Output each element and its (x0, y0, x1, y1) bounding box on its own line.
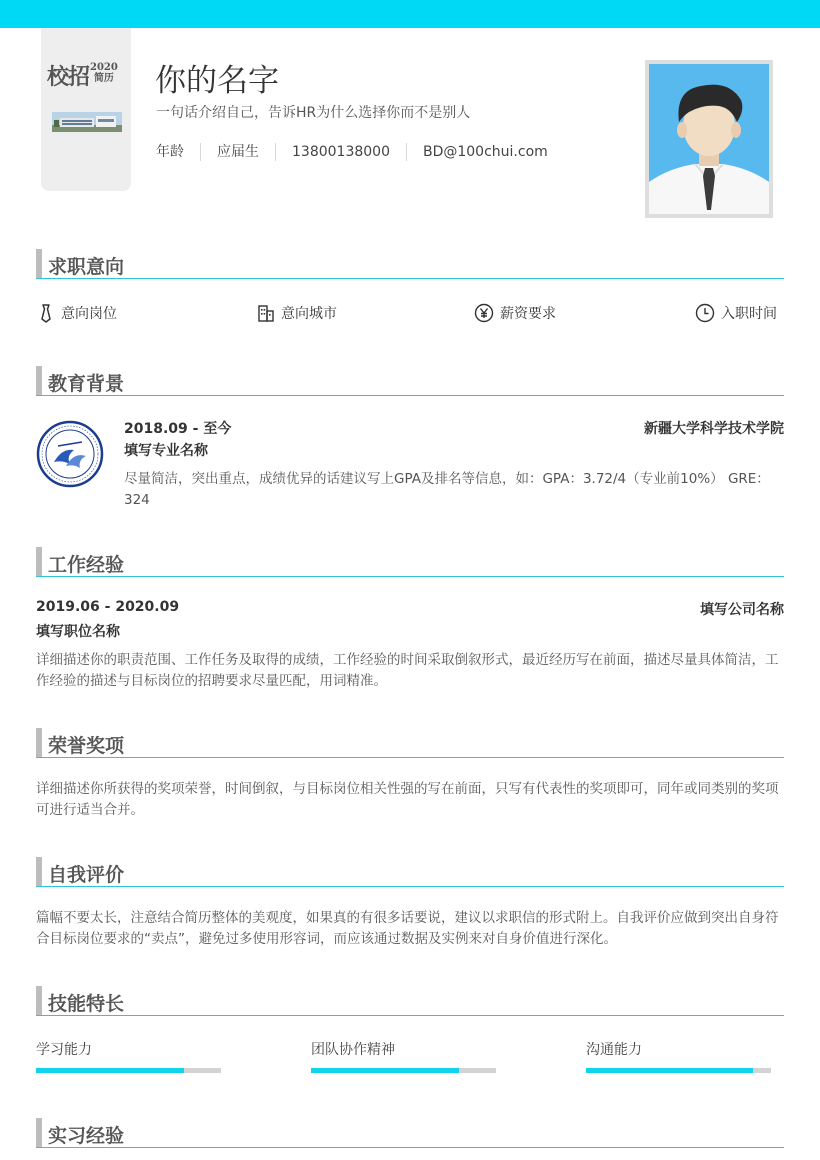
tie-icon (37, 303, 55, 323)
section-honors (36, 728, 784, 758)
contact-row (156, 143, 564, 161)
school-logo-icon (36, 420, 104, 488)
intent-salary-label: 薪资要求 (500, 306, 556, 322)
skill-level-fill (586, 1068, 753, 1073)
candidate-tagline: 一句话介绍自己，告诉HR为什么选择你而不是别人 (156, 105, 471, 121)
avatar-illustration (649, 64, 769, 214)
contact-status: 应届生 (200, 143, 275, 161)
skill-level-track (36, 1068, 221, 1073)
section-title: 荣誉奖项 (48, 735, 125, 757)
top-accent-bar (0, 0, 820, 28)
clock-icon (695, 303, 715, 323)
section-title: 实习经验 (48, 1125, 125, 1147)
badge-stack (90, 62, 118, 84)
section-title: 工作经验 (48, 554, 125, 576)
self-description: 篇幅不要太长，注意结合简历整体的美观度，如果真的有很多话要说，建议以求职信的形式附上。自我评价应做到突出自身符合目标岗位要求的“卖点”，避免过多使用形容词，而应该通过数据及实例来对自身价值进行深化。 (36, 910, 779, 947)
work-title: 填写职位名称 (36, 624, 120, 640)
education-description: 尽量简洁，突出重点，成绩优异的话建议写上GPA及排名等信息，如：GPA：3.72/4（专业前10%） GRE：324 (124, 471, 770, 508)
intent-city-label: 意向城市 (281, 306, 337, 322)
yen-icon (474, 303, 494, 323)
contact-phone: 13800138000 (275, 143, 406, 161)
section-work (36, 547, 784, 577)
section-education (36, 366, 784, 396)
intent-position-label: 意向岗位 (61, 306, 117, 322)
intent-salary (474, 303, 556, 323)
section-title: 技能特长 (48, 993, 125, 1015)
section-skills (36, 986, 784, 1016)
skill-label: 学习能力 (36, 1042, 92, 1058)
section-self (36, 857, 784, 887)
intent-city (257, 303, 337, 323)
intent-start (695, 303, 777, 323)
honors-description: 详细描述你所获得的奖项荣誉，时间倒叙，与目标岗位相关性强的写在前面，只写有代表性的奖项即可，同年或同类别的奖项可进行适当合并。 (36, 781, 779, 818)
skill-item (586, 1039, 771, 1073)
intent-start-label: 入职时间 (721, 306, 777, 322)
campus-photo (52, 112, 122, 132)
section-intent (36, 249, 784, 279)
skill-item (311, 1039, 496, 1073)
building-icon (257, 303, 275, 323)
education-period: 2018.09 - 至今 (124, 421, 232, 437)
badge-title (47, 60, 127, 91)
badge-main-text: 校招 (47, 64, 90, 90)
work-period: 2019.06 - 2020.09 (36, 599, 180, 615)
skill-level-fill (36, 1068, 184, 1073)
work-description: 详细描述你的职责范围、工作任务及取得的成绩，工作经验的时间采取倒叙形式，最近经历写在前面，描述尽量具体简洁，工作经验的描述与目标岗位的招聘要求尽量匹配，用词精准。 (36, 652, 779, 689)
section-title: 自我评价 (48, 864, 125, 886)
work-company: 填写公司名称 (700, 602, 784, 618)
section-marker (36, 1118, 42, 1147)
contact-email: BD@100chui.com (406, 143, 564, 161)
skill-level-fill (311, 1068, 459, 1073)
section-title: 求职意向 (48, 256, 125, 278)
badge-year: 2020 (90, 62, 118, 73)
section-marker (36, 366, 42, 395)
education-major: 填写专业名称 (124, 443, 208, 459)
intent-position (37, 303, 117, 323)
skill-level-track (586, 1068, 771, 1073)
section-internship (36, 1118, 784, 1148)
section-marker (36, 986, 42, 1015)
skill-label: 沟通能力 (586, 1042, 642, 1058)
section-marker (36, 547, 42, 576)
section-marker (36, 728, 42, 757)
education-school: 新疆大学科学技术学院 (644, 421, 784, 437)
candidate-name: 你的名字 (155, 63, 279, 99)
skill-label: 团队协作精神 (311, 1042, 395, 1058)
campus-badge (41, 28, 131, 191)
avatar (645, 60, 773, 218)
contact-age: 年龄 (156, 144, 184, 160)
section-marker (36, 249, 42, 278)
section-title: 教育背景 (48, 373, 125, 395)
section-marker (36, 857, 42, 886)
badge-kind: 简历 (93, 73, 114, 84)
skill-level-track (311, 1068, 496, 1073)
skill-item (36, 1039, 221, 1073)
